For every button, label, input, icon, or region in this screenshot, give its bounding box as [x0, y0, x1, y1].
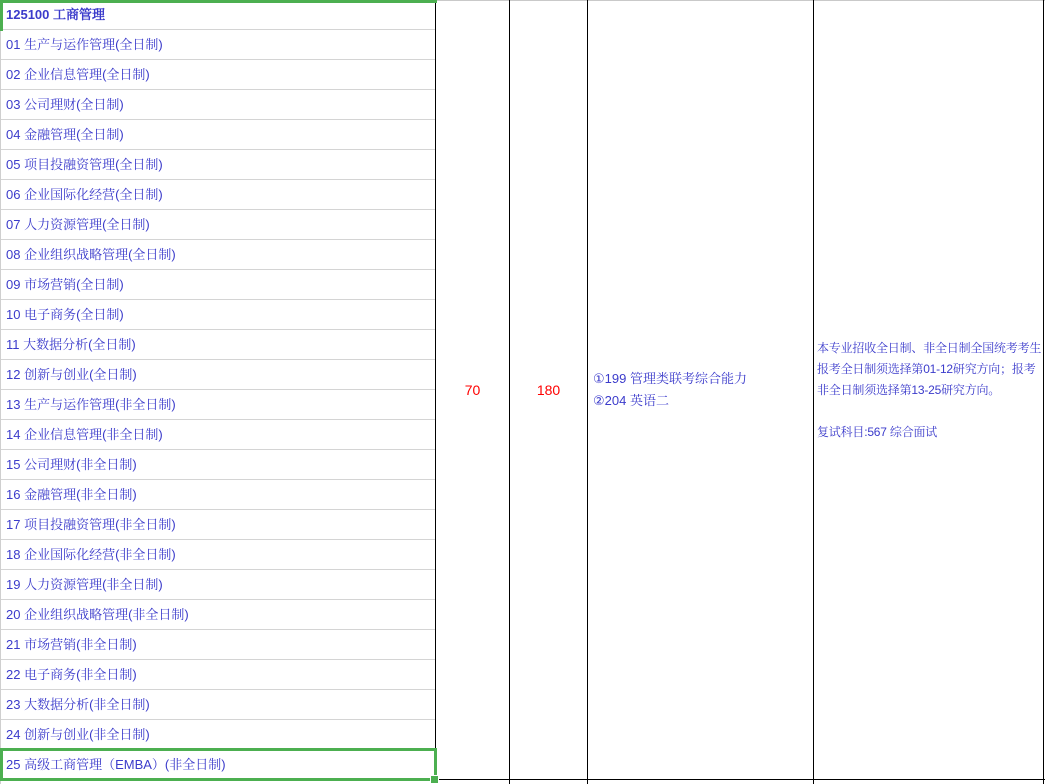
direction-text: 04 金融管理(全日制)	[6, 127, 124, 142]
direction-text: 13 生产与运作管理(非全日制)	[6, 397, 176, 412]
direction-cell[interactable]	[0, 30, 435, 60]
remarks-lines-container	[817, 338, 1041, 443]
direction-cell[interactable]	[0, 240, 435, 270]
direction-text: 21 市场营销(非全日制)	[6, 637, 137, 652]
direction-cell[interactable]	[0, 540, 435, 570]
direction-text: 17 项目投融资管理(非全日制)	[6, 517, 176, 532]
direction-cell[interactable]	[0, 480, 435, 510]
direction-cell[interactable]	[0, 690, 435, 720]
grid-line-col5-right	[1043, 0, 1044, 784]
remark-line: 非全日制须选择第13-25研究方向。	[817, 382, 1001, 397]
direction-cell[interactable]	[0, 120, 435, 150]
direction-text: 22 电子商务(非全日制)	[6, 667, 137, 682]
direction-text: 11 大数据分析(全日制)	[6, 337, 136, 352]
direction-text: 14 企业信息管理(非全日制)	[6, 427, 163, 442]
direction-text: 19 人力资源管理(非全日制)	[6, 577, 163, 592]
direction-cell[interactable]	[0, 210, 435, 240]
remark-line: 复试科目:567 综合面试	[817, 424, 938, 439]
direction-text: 07 人力资源管理(全日制)	[6, 217, 150, 232]
direction-cell[interactable]	[0, 60, 435, 90]
direction-cell[interactable]	[0, 450, 435, 480]
direction-text: 08 企业组织战略管理(全日制)	[6, 247, 176, 262]
direction-text: 24 创新与创业(非全日制)	[6, 727, 150, 742]
direction-rows-container	[0, 30, 435, 780]
direction-text: 12 创新与创业(全日制)	[6, 367, 137, 382]
direction-cell[interactable]	[0, 180, 435, 210]
exam-subject-2: ②204 英语二	[593, 393, 669, 408]
remark-line: 报考全日制须选择第01-12研究方向；报考	[817, 361, 1036, 376]
direction-cell[interactable]	[0, 420, 435, 450]
remark-line: 本专业招收全日制、非全日制全国统考考生	[817, 340, 1042, 355]
direction-text: 02 企业信息管理(全日制)	[6, 67, 150, 82]
direction-cell[interactable]	[0, 660, 435, 690]
direction-text: 03 公司理财(全日制)	[6, 97, 124, 112]
direction-cell[interactable]	[0, 150, 435, 180]
direction-cell[interactable]	[0, 390, 435, 420]
selection-highlight-header-top	[0, 0, 437, 3]
direction-cell[interactable]	[0, 720, 435, 750]
direction-cell[interactable]	[0, 630, 435, 660]
exam-subject-1: ①199 管理类联考综合能力	[593, 371, 747, 386]
direction-text: 15 公司理财(非全日制)	[6, 457, 137, 472]
quota-value: 70	[464, 382, 481, 398]
direction-text: 20 企业组织战略管理(非全日制)	[6, 607, 189, 622]
direction-text: 25 高级工商管理（EMBA）(非全日制)	[6, 757, 226, 772]
direction-text: 09 市场营销(全日制)	[6, 277, 124, 292]
table-left-border	[0, 0, 1, 784]
direction-cell[interactable]	[0, 360, 435, 390]
direction-text: 01 生产与运作管理(全日制)	[6, 37, 163, 52]
direction-cell[interactable]	[0, 600, 435, 630]
direction-cell[interactable]	[0, 750, 435, 780]
direction-cell[interactable]	[0, 90, 435, 120]
direction-cell[interactable]	[0, 570, 435, 600]
grid-line-col1-right	[435, 0, 436, 784]
direction-text: 05 项目投融资管理(全日制)	[6, 157, 163, 172]
table-bottom-border	[0, 779, 1045, 780]
selection-fill-handle[interactable]	[430, 775, 439, 784]
exam-subjects-cell[interactable]	[588, 0, 813, 780]
direction-text: 10 电子商务(全日制)	[6, 307, 124, 322]
program-code-cell[interactable]	[0, 0, 435, 30]
grid-line-col4-right	[813, 0, 814, 784]
score-cell[interactable]	[510, 0, 587, 780]
remarks-cell[interactable]	[814, 0, 1043, 780]
direction-text: 23 大数据分析(非全日制)	[6, 697, 150, 712]
direction-cell[interactable]	[0, 300, 435, 330]
direction-cell[interactable]	[0, 270, 435, 300]
direction-cell[interactable]	[0, 330, 435, 360]
direction-cell[interactable]	[0, 510, 435, 540]
direction-text: 16 金融管理(非全日制)	[6, 487, 137, 502]
program-code-text: 125100 工商管理	[6, 7, 105, 22]
direction-text: 06 企业国际化经营(全日制)	[6, 187, 163, 202]
remark-line	[817, 401, 1041, 422]
score-value: 180	[536, 382, 561, 398]
grid-line-col2-right	[509, 0, 510, 784]
grid-line-col3-right	[587, 0, 588, 784]
quota-cell[interactable]	[436, 0, 509, 780]
selection-highlight-header-left	[0, 0, 3, 31]
direction-text: 18 企业国际化经营(非全日制)	[6, 547, 176, 562]
research-directions-column	[0, 0, 435, 780]
